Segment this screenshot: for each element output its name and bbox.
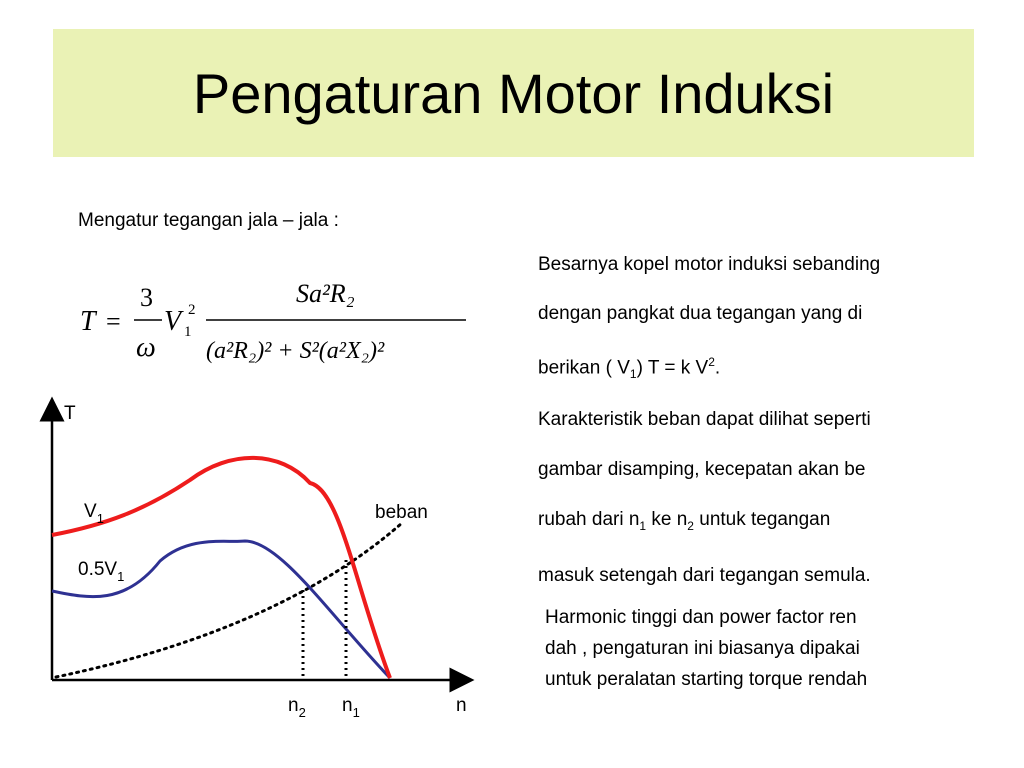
formula-equals: = (106, 307, 121, 336)
half-v1-label: $0.5V_1$ (78, 559, 125, 584)
paragraph-line: dengan pangkat dua tegangan yang di (538, 303, 863, 324)
formula-v: V (164, 306, 182, 337)
slide-title: Pengaturan Motor Induksi (192, 61, 835, 125)
formula-v-sub: 1 (184, 324, 192, 340)
paragraph-harmonic (545, 602, 1005, 695)
torque-formula (70, 268, 480, 378)
x-axis-label: n (456, 695, 467, 716)
paragraph-line: masuk setengah dari tegangan semula. (538, 564, 871, 586)
title-banner (53, 29, 974, 157)
n2-label: $n_2$ (288, 695, 306, 720)
load-label: beban (375, 502, 428, 523)
paragraph-line: Harmonic tinggi dan power factor ren (545, 607, 857, 628)
paragraph-characteristic (538, 395, 1008, 601)
load-curve (56, 523, 402, 677)
torque-speed-graph (30, 395, 490, 725)
subtitle: Mengatur tegangan jala – jala : (78, 210, 339, 231)
formula-lhs: T (80, 306, 96, 337)
paragraph-line: rubah dari $n_1$ ke $n_2$ untuk tegangan (538, 509, 831, 533)
formula-v-sup: 2 (188, 302, 196, 318)
formula-coef-den: ω (136, 332, 156, 363)
formula-coef-num: 3 (140, 283, 153, 312)
y-axis-label: T (64, 403, 76, 424)
v1-label: $V_1$ (84, 501, 104, 526)
formula-frac-den: (a²R₂)² + S²(a²X₂)² (206, 338, 385, 364)
paragraph-torque (538, 240, 1008, 399)
paragraph-line: Besarnya kopel motor induksi sebanding (538, 254, 881, 275)
paragraph-line: gambar disamping, kecepatan akan be (538, 459, 866, 480)
paragraph-line: untuk peralatan starting torque rendah (545, 669, 868, 690)
paragraph-line: dah , pengaturan ini biasanya dipakai (545, 638, 860, 659)
formula-frac-num: Sa²R₂ (296, 279, 355, 308)
paragraph-line: berikan ( $V_1$) T = k $V^2$. (538, 355, 721, 382)
n1-label: $n_1$ (342, 695, 360, 720)
paragraph-line: Karakteristik beban dapat dilihat seperti (538, 409, 871, 430)
